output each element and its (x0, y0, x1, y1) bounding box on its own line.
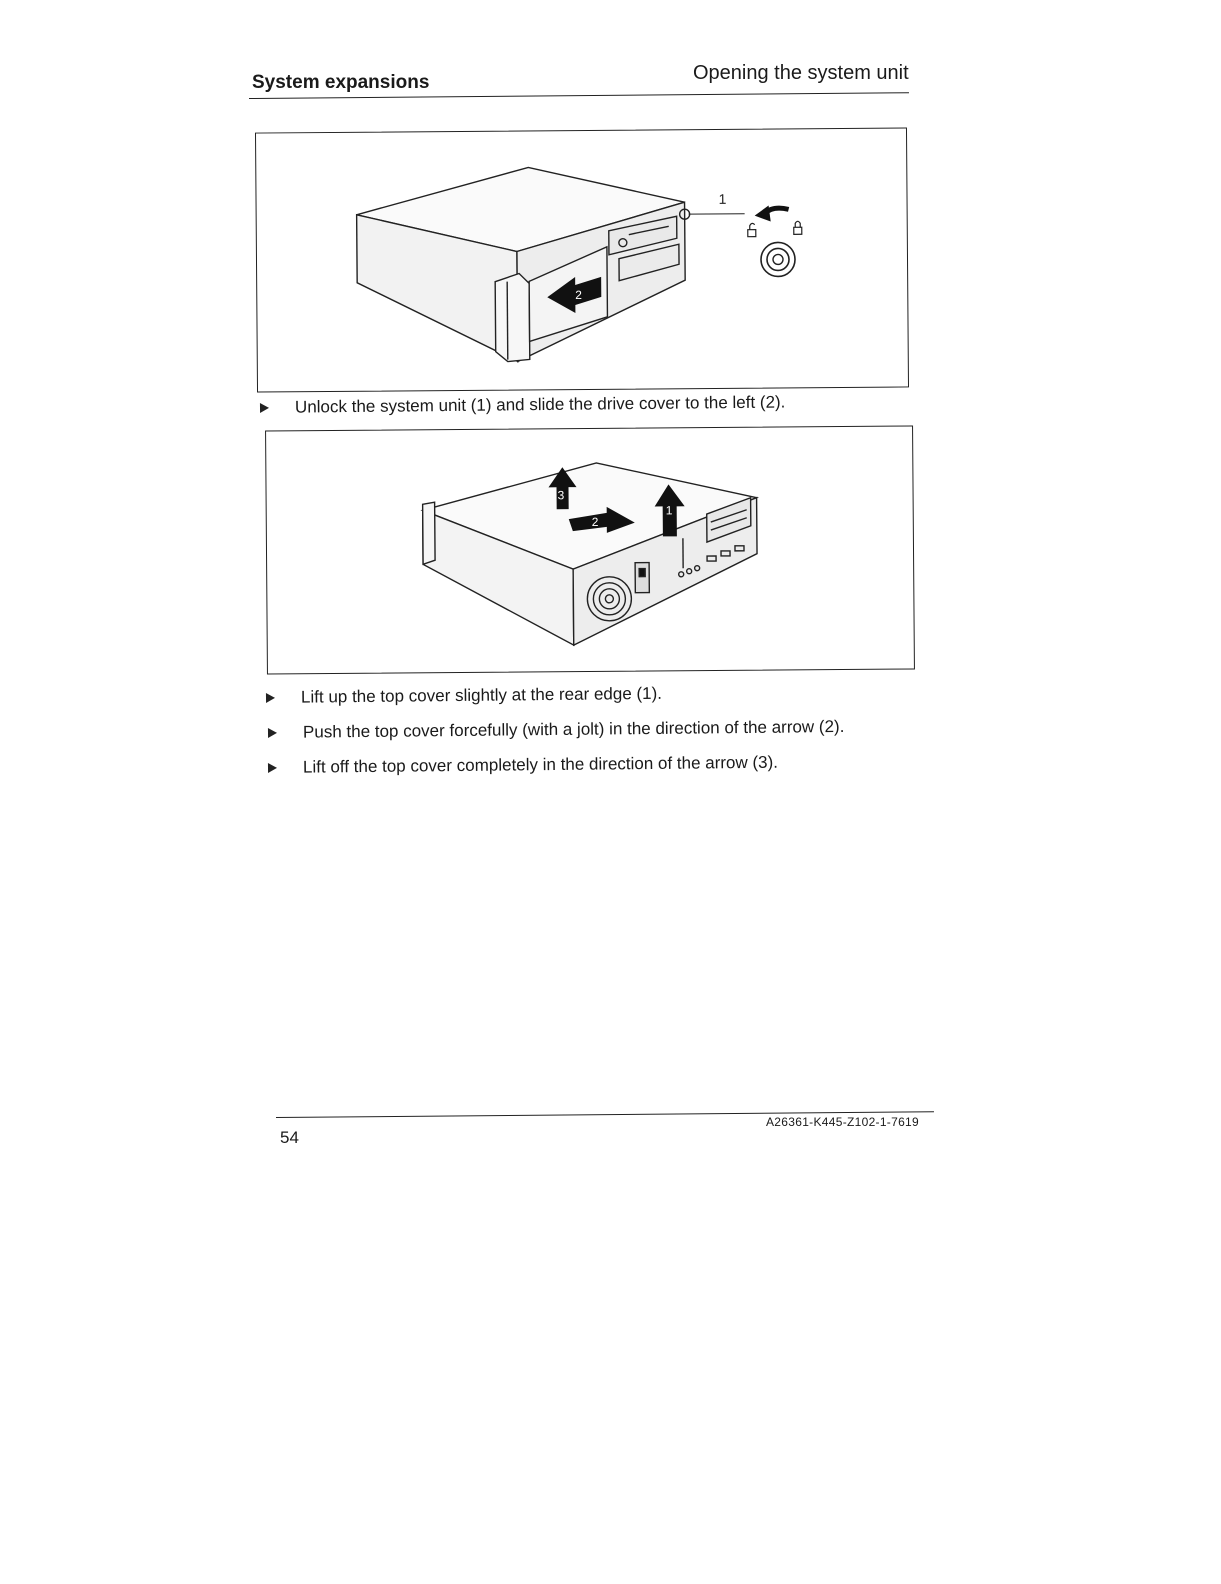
bullet-arrow-icon (268, 727, 277, 737)
step-unlock: Unlock the system unit (1) and slide the drive cover to the left (2). (260, 392, 786, 418)
arrow-2-label: 2 (575, 288, 583, 303)
bullet-arrow-icon (266, 692, 275, 702)
bullet-arrow-icon (268, 762, 277, 772)
document-code: A26361-K445-Z102-1-7619 (766, 1115, 920, 1129)
unlocked-padlock-icon (748, 223, 756, 236)
curved-arrow-icon (755, 205, 789, 221)
arrow-3-label: 3 (557, 488, 565, 503)
section-title: System expansions (252, 72, 430, 93)
arrow-1-label: 1 (665, 503, 673, 518)
page-topic: Opening the system unit (693, 62, 909, 84)
step-lift-rear: Lift up the top cover slightly at the rear edge (1). (266, 684, 662, 708)
arrow-2-label-fig2: 2 (591, 514, 599, 529)
callout-1: 1 (718, 190, 727, 207)
figure-remove-top-cover (265, 425, 915, 674)
figure-unlock-drive-cover (255, 127, 909, 392)
key-lock-icon (761, 242, 795, 276)
page-number: 54 (280, 1128, 299, 1147)
bullet-arrow-icon (260, 402, 269, 412)
locked-padlock-icon (794, 221, 802, 234)
step-lift-off: Lift off the top cover completely in the direction of the arrow (3). (268, 753, 778, 778)
step-push-cover: Push the top cover forcefully (with a jolt) in the direction of the arrow (2). (268, 717, 845, 743)
